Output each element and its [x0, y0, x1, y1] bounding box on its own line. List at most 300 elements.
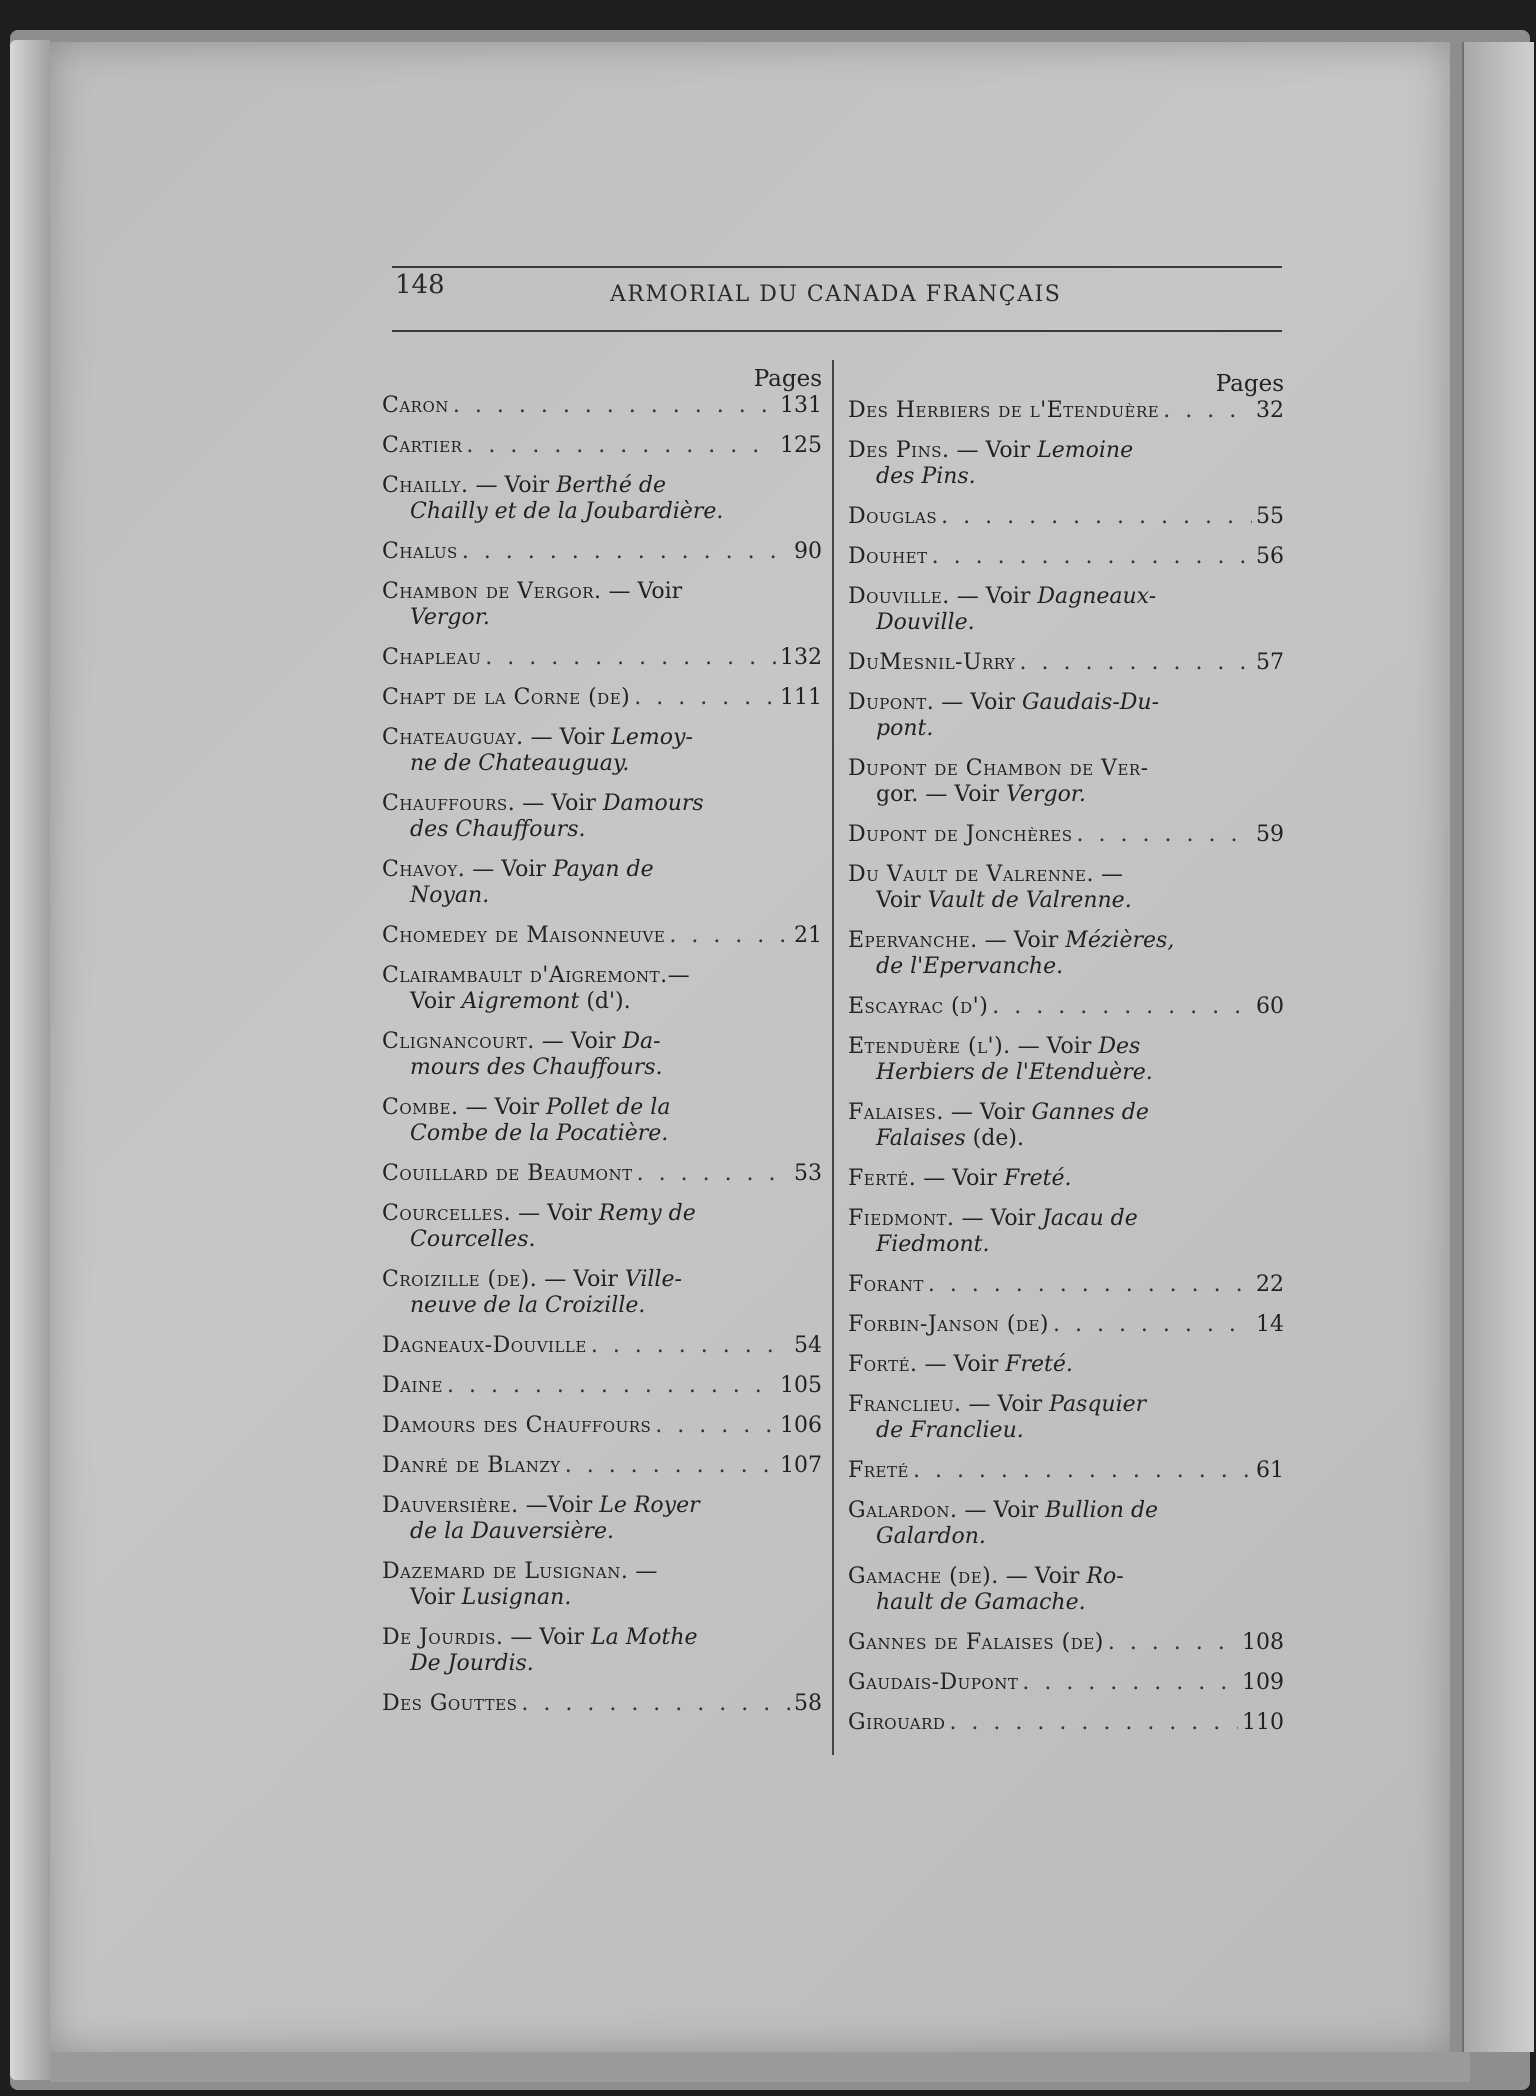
reference-target: Jacau de [1042, 1206, 1138, 1231]
leader-dots [466, 433, 776, 459]
entry-name: Du Vault de Valrenne. [848, 862, 1094, 887]
see-reference: — Voir [544, 1267, 625, 1292]
index-entry [848, 1710, 1284, 1736]
entry-page-number: 56 [1256, 544, 1284, 569]
entry-name: DuMesnil-Urry [848, 650, 1016, 675]
reference-target: Gannes de [1031, 1100, 1149, 1125]
index-column-left [382, 365, 822, 1731]
leader-dots [669, 923, 790, 949]
reference-target-continued: ne de Chateauguay. [410, 751, 630, 776]
entry-name: Courcelles. [382, 1201, 512, 1226]
entry-page-number: 53 [794, 1161, 822, 1186]
entry-continuation [848, 954, 1284, 980]
entry-reference [382, 791, 822, 843]
index-entry [848, 1272, 1284, 1298]
leader-dots [913, 1458, 1252, 1484]
entry-name: Des Gouttes [382, 1691, 518, 1716]
reference-target: Pasquier [1049, 1392, 1147, 1417]
reference-target: Damours [602, 791, 704, 816]
reference-target: Dagneaux- [1037, 584, 1157, 609]
entry-page-number: 131 [780, 393, 822, 418]
entry-name: Douglas [848, 504, 938, 529]
entry-reference [848, 1392, 1284, 1444]
entry-name: De Jourdis. [382, 1625, 504, 1650]
entry-name: Douville. [848, 584, 950, 609]
entry-reference [382, 473, 822, 525]
index-entry [382, 393, 822, 419]
entry-continuation [382, 499, 822, 525]
index-entry [382, 1373, 822, 1399]
entry-reference [382, 1029, 822, 1081]
entry-name: Chateauguay. [382, 725, 524, 750]
entry-page-number: 60 [1256, 994, 1284, 1019]
entry-reference [382, 1267, 822, 1319]
entry-name: Gaudais-Dupont [848, 1670, 1019, 1695]
column-divider [832, 360, 834, 1755]
see-reference: — Voir [530, 725, 612, 750]
see-reference: — Voir [924, 1352, 1006, 1377]
see-reference: — Voir [923, 1166, 1004, 1191]
entry-name: Croizille (de). [382, 1267, 538, 1292]
entry-continuation [848, 1232, 1284, 1258]
entry-name: Caron [382, 393, 449, 418]
entry-name: Epervanche. [848, 928, 978, 953]
entry-continuation [382, 605, 822, 631]
facing-page-edge [1462, 42, 1534, 2052]
entry-continuation [382, 751, 822, 777]
see-reference: — [1100, 862, 1123, 887]
entry-name: Cartier [382, 433, 463, 458]
reference-target-continued: Vergor. [410, 605, 490, 630]
leader-dots [462, 539, 790, 565]
index-entry [848, 862, 1284, 914]
reference-target-continued: Vergor. [1006, 782, 1086, 807]
entry-name: Chomedey de Maisonneuve [382, 923, 666, 948]
entry-page-number: 57 [1256, 650, 1284, 675]
leader-dots [565, 1453, 776, 1479]
entry-name: Couillard de Beaumont [382, 1161, 633, 1186]
entry-name: Dauversière. [382, 1493, 519, 1518]
leader-dots [637, 1161, 790, 1187]
reference-target-continued: Galardon. [876, 1524, 986, 1549]
entry-name: Damours des Chauffours [382, 1413, 652, 1438]
entry-continuation [848, 464, 1284, 490]
entry-reference [848, 1564, 1284, 1616]
entry-continuation [382, 883, 822, 909]
reference-target-continued: Vault de Valrenne. [927, 888, 1132, 913]
index-entry [382, 1029, 822, 1081]
index-entry [382, 725, 822, 777]
reference-target-continued: Courcelles. [410, 1227, 536, 1252]
index-entry [382, 1493, 822, 1545]
entry-reference [382, 725, 822, 777]
leader-dots [992, 994, 1252, 1020]
continuation-suffix: (d'). [579, 989, 631, 1014]
entry-line [382, 539, 822, 565]
entry-page-number: 107 [780, 1453, 822, 1478]
continuation-text: Voir [410, 989, 462, 1014]
entry-page-number: 132 [780, 645, 822, 670]
see-reference: — Voir [956, 438, 1038, 463]
entry-continuation [848, 888, 1284, 914]
entry-name: Falaises. [848, 1100, 944, 1125]
entry-name: Chapleau [382, 645, 482, 670]
reference-target-continued: Chailly et de la Joubardière. [410, 499, 724, 524]
leader-dots [447, 1373, 776, 1399]
entry-reference [382, 963, 822, 1015]
index-entry [382, 1333, 822, 1359]
reference-target: La Mothe [591, 1625, 698, 1650]
reference-target: Bullion de [1045, 1498, 1159, 1523]
entry-line [848, 650, 1284, 676]
index-entry [848, 822, 1284, 848]
reference-target-continued: Aigremont [461, 989, 580, 1014]
reference-target: Berthé de [556, 473, 667, 498]
entry-name: Forant [848, 1272, 924, 1297]
reference-target-continued: mours des Chauffours. [410, 1055, 663, 1080]
entry-name: Fiedmont. [848, 1206, 955, 1231]
entry-line [382, 393, 822, 419]
entry-name: Gannes de Falaises (de) [848, 1630, 1104, 1655]
entry-line [848, 1670, 1284, 1696]
page-bottom-edge [50, 2052, 1470, 2082]
entry-reference [848, 1206, 1284, 1258]
entry-page-number: 61 [1256, 1458, 1284, 1483]
index-entry [848, 1498, 1284, 1550]
entry-reference [382, 1559, 822, 1611]
entry-continuation [848, 716, 1284, 742]
entry-line [382, 923, 822, 949]
entry-page-number: 105 [780, 1373, 822, 1398]
reference-target-continued: de Franclieu. [876, 1418, 1024, 1443]
entry-line [848, 994, 1284, 1020]
entry-name: Chapt de la Corne (de) [382, 685, 631, 710]
continuation-text: gor. — Voir [876, 782, 1007, 807]
entry-page-number: 22 [1256, 1272, 1284, 1297]
reference-target-continued: Noyan. [410, 883, 490, 908]
entry-line [382, 1333, 822, 1359]
see-reference: — Voir [475, 473, 557, 498]
entry-continuation [848, 1060, 1284, 1086]
entry-continuation [848, 1524, 1284, 1550]
reference-target-continued: des Chauffours. [410, 817, 586, 842]
leader-dots [941, 504, 1252, 530]
index-entry [382, 1559, 822, 1611]
entry-name: Galardon. [848, 1498, 958, 1523]
entry-line [848, 1630, 1284, 1656]
index-entry [382, 1453, 822, 1479]
entry-page-number: 90 [794, 539, 822, 564]
index-entry [382, 539, 822, 565]
leader-dots [1053, 1312, 1252, 1338]
entry-reference [848, 1166, 1284, 1192]
index-entry [382, 1095, 822, 1147]
see-reference: — Voir [472, 857, 553, 882]
entry-continuation [848, 610, 1284, 636]
see-reference: — Voir [1005, 1564, 1087, 1589]
index-entry [848, 1166, 1284, 1192]
entry-line [848, 1458, 1284, 1484]
reference-target-continued: neuve de la Croizille. [410, 1293, 646, 1318]
see-reference: — Voir [984, 928, 1066, 953]
entry-continuation [382, 1651, 822, 1677]
index-entry [848, 1392, 1284, 1444]
leader-dots [453, 393, 776, 419]
leader-dots [949, 1710, 1238, 1736]
entry-name: Freté [848, 1458, 909, 1483]
entry-line [382, 685, 822, 711]
reference-target: Remy de [598, 1201, 696, 1226]
entry-continuation [382, 989, 822, 1015]
entry-page-number: 108 [1242, 1630, 1284, 1655]
see-reference: — Voir [608, 579, 683, 604]
entry-reference [848, 1034, 1284, 1086]
entry-name: Chalus [382, 539, 458, 564]
see-reference: — Voir [956, 584, 1038, 609]
entry-line [848, 1710, 1284, 1736]
leader-dots [521, 1691, 790, 1717]
entry-line [848, 822, 1284, 848]
reference-target: Lemoine [1037, 438, 1134, 463]
entry-continuation [848, 1418, 1284, 1444]
index-entry [848, 1034, 1284, 1086]
index-entry [848, 690, 1284, 742]
see-reference: — Voir [968, 1392, 1050, 1417]
entry-name: Dagneaux-Douville [382, 1333, 587, 1358]
entry-reference [848, 438, 1284, 490]
reference-target: Pollet de la [546, 1095, 671, 1120]
entry-name: Etenduère (l'). [848, 1034, 1011, 1059]
entry-name: Gamache (de). [848, 1564, 999, 1589]
leader-dots [591, 1333, 790, 1359]
index-entry [382, 791, 822, 843]
see-reference: — Voir [465, 1095, 547, 1120]
entry-continuation [382, 1227, 822, 1253]
index-entry [848, 1630, 1284, 1656]
see-reference: — Voir [518, 1201, 599, 1226]
entry-continuation [382, 1585, 822, 1611]
entry-line [382, 1373, 822, 1399]
index-entry [382, 645, 822, 671]
entry-name: Escayrac (d') [848, 994, 989, 1019]
reference-target-continued: hault de Gamache. [876, 1590, 1086, 1615]
see-reference: —Voir [525, 1493, 600, 1518]
index-entry [382, 1625, 822, 1677]
reference-target-continued: Falaises [876, 1126, 966, 1151]
entry-name: Franclieu. [848, 1392, 962, 1417]
entry-name: Des Pins. [848, 438, 950, 463]
entry-line [382, 645, 822, 671]
leader-dots [655, 1413, 776, 1439]
entry-continuation [382, 1121, 822, 1147]
index-entry [848, 650, 1284, 676]
index-entry [848, 1100, 1284, 1152]
entry-name: Dazemard de Lusignan. [382, 1559, 629, 1584]
continuation-suffix: (de). [965, 1126, 1024, 1151]
entry-name: Daine [382, 1373, 443, 1398]
see-reference: — Voir [941, 690, 1022, 715]
entry-name: Douhet [848, 544, 928, 569]
index-entry [848, 1312, 1284, 1338]
continuation-text: Voir [876, 888, 928, 913]
index-entry [848, 544, 1284, 570]
index-entry [382, 1691, 822, 1717]
reference-target-continued: Herbiers de l'Etenduère. [876, 1060, 1153, 1085]
entry-page-number: 14 [1256, 1312, 1284, 1337]
index-entry [382, 579, 822, 631]
index-entry [848, 398, 1284, 424]
entry-name: Dupont. [848, 690, 935, 715]
entry-reference [848, 862, 1284, 914]
entry-name: Dupont de Chambon de Ver- [848, 756, 1149, 781]
reference-target-continued: Combe de la Pocatière. [410, 1121, 669, 1146]
entry-name: Forbin-Janson (de) [848, 1312, 1049, 1337]
entry-reference [848, 584, 1284, 636]
entry-line [848, 1272, 1284, 1298]
reference-target-continued: Douville. [876, 610, 975, 635]
entry-name: Chauffours. [382, 791, 516, 816]
index-entry [382, 685, 822, 711]
entry-name: Ferté. [848, 1166, 917, 1191]
index-entry [382, 433, 822, 459]
reference-target: Da- [622, 1029, 661, 1054]
entry-name: Clignancourt. [382, 1029, 535, 1054]
entry-line [848, 1312, 1284, 1338]
continuation-text: Voir [410, 1585, 462, 1610]
entry-page-number: 110 [1242, 1710, 1284, 1735]
leader-dots [1022, 1670, 1238, 1696]
leader-dots [1108, 1630, 1238, 1656]
entry-page-number: 109 [1242, 1670, 1284, 1695]
index-entry [848, 1206, 1284, 1258]
entry-page-number: 32 [1256, 398, 1284, 423]
entry-continuation [382, 817, 822, 843]
index-entry [848, 1352, 1284, 1378]
reference-target: Lemoy- [611, 725, 693, 750]
book-spine-edge [10, 40, 50, 2080]
running-title: ARMORIAL DU CANADA FRANÇAIS [610, 282, 1062, 307]
index-entry [848, 994, 1284, 1020]
index-entry [848, 504, 1284, 530]
index-entry [848, 1564, 1284, 1616]
pages-label: Pages [753, 366, 822, 392]
entry-continuation [382, 1055, 822, 1081]
entry-name: Danré de Blanzy [382, 1453, 561, 1478]
entry-line [848, 544, 1284, 570]
reference-target: Des [1098, 1034, 1141, 1059]
index-entry [382, 963, 822, 1015]
entry-page-number: 106 [780, 1413, 822, 1438]
reference-target-continued: pont. [876, 716, 934, 741]
entry-name: Forté. [848, 1352, 918, 1377]
see-reference: — Voir [961, 1206, 1043, 1231]
see-reference: — Voir [1017, 1034, 1099, 1059]
entry-reference [382, 1625, 822, 1677]
index-column-right [848, 370, 1284, 1750]
entry-line [382, 1161, 822, 1187]
index-entry [848, 928, 1284, 980]
index-entry [382, 1161, 822, 1187]
reference-target-continued: de la Dauversière. [410, 1519, 615, 1544]
entry-name: Chailly. [382, 473, 469, 498]
reference-target: Payan de [552, 857, 654, 882]
entry-reference [382, 1493, 822, 1545]
reference-target-continued: De Jourdis. [410, 1651, 534, 1676]
see-reference: — Voir [522, 791, 603, 816]
see-reference: — Voir [950, 1100, 1032, 1125]
entry-reference [382, 579, 822, 631]
see-reference: — Voir [541, 1029, 623, 1054]
index-entry [848, 756, 1284, 808]
entry-name: Des Herbiers de l'Etenduère [848, 398, 1160, 423]
reference-target: Ro- [1086, 1564, 1124, 1589]
reference-target: Freté. [1005, 1352, 1073, 1377]
reference-target: Gaudais-Du- [1021, 690, 1160, 715]
leader-dots [485, 645, 776, 671]
entry-reference [382, 1095, 822, 1147]
entry-page-number: 125 [780, 433, 822, 458]
header-bottom-rule [392, 330, 1282, 332]
reference-target: Ville- [624, 1267, 682, 1292]
entry-reference [382, 857, 822, 909]
index-entry [848, 438, 1284, 490]
entry-reference [848, 756, 1284, 808]
header-top-rule [392, 266, 1282, 268]
leader-dots [1077, 822, 1252, 848]
index-entry [382, 857, 822, 909]
entry-name: Dupont de Jonchères [848, 822, 1073, 847]
entry-reference [848, 1100, 1284, 1152]
reference-target: Le Royer [599, 1493, 700, 1518]
leader-dots [932, 544, 1252, 570]
entry-reference [848, 1498, 1284, 1550]
reference-target-continued: des Pins. [876, 464, 976, 489]
entry-line [848, 398, 1284, 424]
entry-line [382, 1691, 822, 1717]
entry-line [382, 1453, 822, 1479]
see-reference: — Voir [964, 1498, 1046, 1523]
entry-page-number: 111 [780, 685, 822, 710]
index-entry [848, 1458, 1284, 1484]
index-entry [382, 473, 822, 525]
see-reference: — Voir [510, 1625, 592, 1650]
index-entry [382, 923, 822, 949]
leader-dots [1163, 398, 1252, 424]
entry-line [382, 1413, 822, 1439]
entry-continuation [848, 1590, 1284, 1616]
entry-reference [848, 928, 1284, 980]
index-entry [382, 1267, 822, 1319]
reference-target-continued: de l'Epervanche. [876, 954, 1064, 979]
see-reference: — [635, 1559, 658, 1584]
entry-page-number: 55 [1256, 504, 1284, 529]
entry-continuation [382, 1519, 822, 1545]
entry-name: Girouard [848, 1710, 946, 1735]
entry-line [848, 504, 1284, 530]
entry-name: Combe. [382, 1095, 459, 1120]
index-entry [848, 1670, 1284, 1696]
entry-name: Chambon de Vergor. [382, 579, 602, 604]
entry-reference [382, 1201, 822, 1253]
reference-target: Freté. [1003, 1166, 1072, 1191]
entry-page-number: 54 [794, 1333, 822, 1358]
leader-dots [634, 685, 776, 711]
entry-name: Clairambault d'Aigremont.— [382, 963, 691, 988]
entry-page-number: 58 [794, 1691, 822, 1716]
entry-page-number: 59 [1256, 822, 1284, 847]
entry-continuation [382, 1293, 822, 1319]
entry-page-number: 21 [794, 923, 822, 948]
